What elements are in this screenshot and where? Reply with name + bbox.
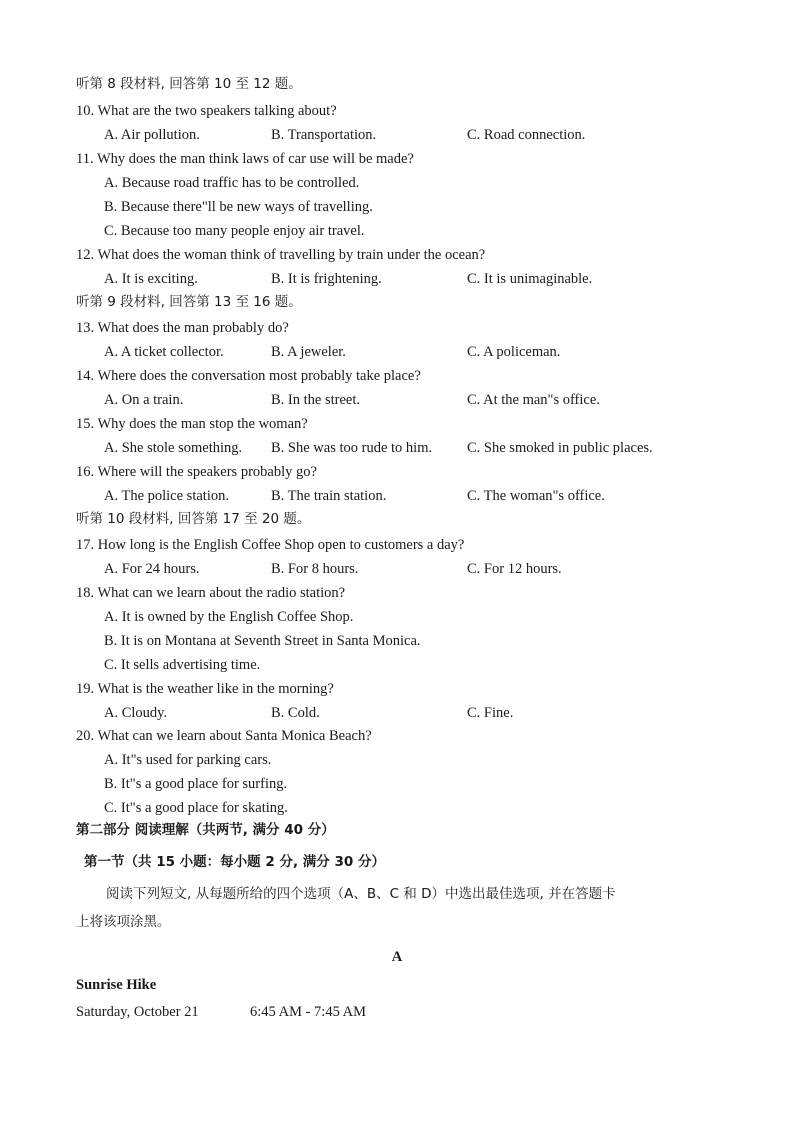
q14-option-c: C. At the man"s office. [467,392,600,408]
section-heading-10: 听第 10 段材料, 回答第 17 至 20 题。 [76,511,311,527]
q12-option-c: C. It is unimaginable. [467,271,593,287]
q15-option-c: C. She smoked in public places. [467,440,653,456]
q15-option-b: B. She was too rude to him. [271,440,433,456]
q12-option-a: A. It is exciting. [104,271,198,287]
q11-option-c: C. Because too many people enjoy air travel. [104,223,365,239]
q10-option-b: B. Transportation. [271,127,377,143]
passage-letter: A [391,949,403,965]
q10-option-c: C. Road connection. [467,127,586,143]
q18-option-a: A. It is owned by the English Coffee Shop. [104,609,354,625]
question-19: 19. What is the weather like in the morning? [76,681,334,697]
section-heading-8: 听第 8 段材料, 回答第 10 至 12 题。 [76,76,302,92]
event-time: 6:45 AM - 7:45 AM [250,1004,367,1020]
question-11: 11. Why does the man think laws of car use will be made? [76,151,414,167]
q20-option-a: A. It"s used for parking cars. [104,752,272,768]
instructions-line-1: 阅读下列短文, 从每题所给的四个选项（A、B、C 和 D）中选出最佳选项, 并在答题卡 [106,886,616,902]
question-16: 16. Where will the speakers probably go? [76,464,317,480]
q20-option-b: B. It"s a good place for surfing. [104,776,288,792]
question-15: 15. Why does the man stop the woman? [76,416,308,432]
q16-option-a: A. The police station. [104,488,229,504]
q12-option-b: B. It is frightening. [271,271,382,287]
q17-option-a: A. For 24 hours. [104,561,200,577]
event-date: Saturday, October 21 [76,1004,199,1020]
q19-option-c: C. Fine. [467,705,514,721]
q16-option-b: B. The train station. [271,488,387,504]
q19-option-a: A. Cloudy. [104,705,168,721]
question-10: 10. What are the two speakers talking about? [76,103,337,119]
q14-option-a: A. On a train. [104,392,184,408]
question-20: 20. What can we learn about Santa Monica Beach? [76,728,372,744]
q13-option-c: C. A policeman. [467,344,561,360]
q10-option-a: A. Air pollution. [104,127,200,143]
q15-option-a: A. She stole something. [104,440,243,456]
passage-title: Sunrise Hike [76,977,157,993]
q19-option-b: B. Cold. [271,705,320,721]
question-14: 14. Where does the conversation most probably take place? [76,368,421,384]
question-12: 12. What does the woman think of travelling by train under the ocean? [76,247,486,263]
q17-option-c: C. For 12 hours. [467,561,562,577]
q18-option-b: B. It is on Montana at Seventh Street in Santa Monica. [104,633,421,649]
section-heading-9: 听第 9 段材料, 回答第 13 至 16 题。 [76,294,302,310]
q13-option-a: A. A ticket collector. [104,344,224,360]
part-two-heading: 第二部分 阅读理解（共两节, 满分 40 分） [76,822,335,838]
q14-option-b: B. In the street. [271,392,360,408]
question-13: 13. What does the man probably do? [76,320,289,336]
question-17: 17. How long is the English Coffee Shop open to customers a day? [76,537,465,553]
question-18: 18. What can we learn about the radio station? [76,585,346,601]
q16-option-c: C. The woman"s office. [467,488,605,504]
q11-option-a: A. Because road traffic has to be controlled. [104,175,360,191]
q13-option-b: B. A jeweler. [271,344,346,360]
section-one-heading: 第一节（共 15 小题：每小题 2 分, 满分 30 分） [84,854,385,870]
q20-option-c: C. It"s a good place for skating. [104,800,288,816]
instructions-line-2: 上将该项涂黑。 [76,914,171,930]
q18-option-c: C. It sells advertising time. [104,657,261,673]
q17-option-b: B. For 8 hours. [271,561,359,577]
q11-option-b: B. Because there"ll be new ways of travelling. [104,199,373,215]
